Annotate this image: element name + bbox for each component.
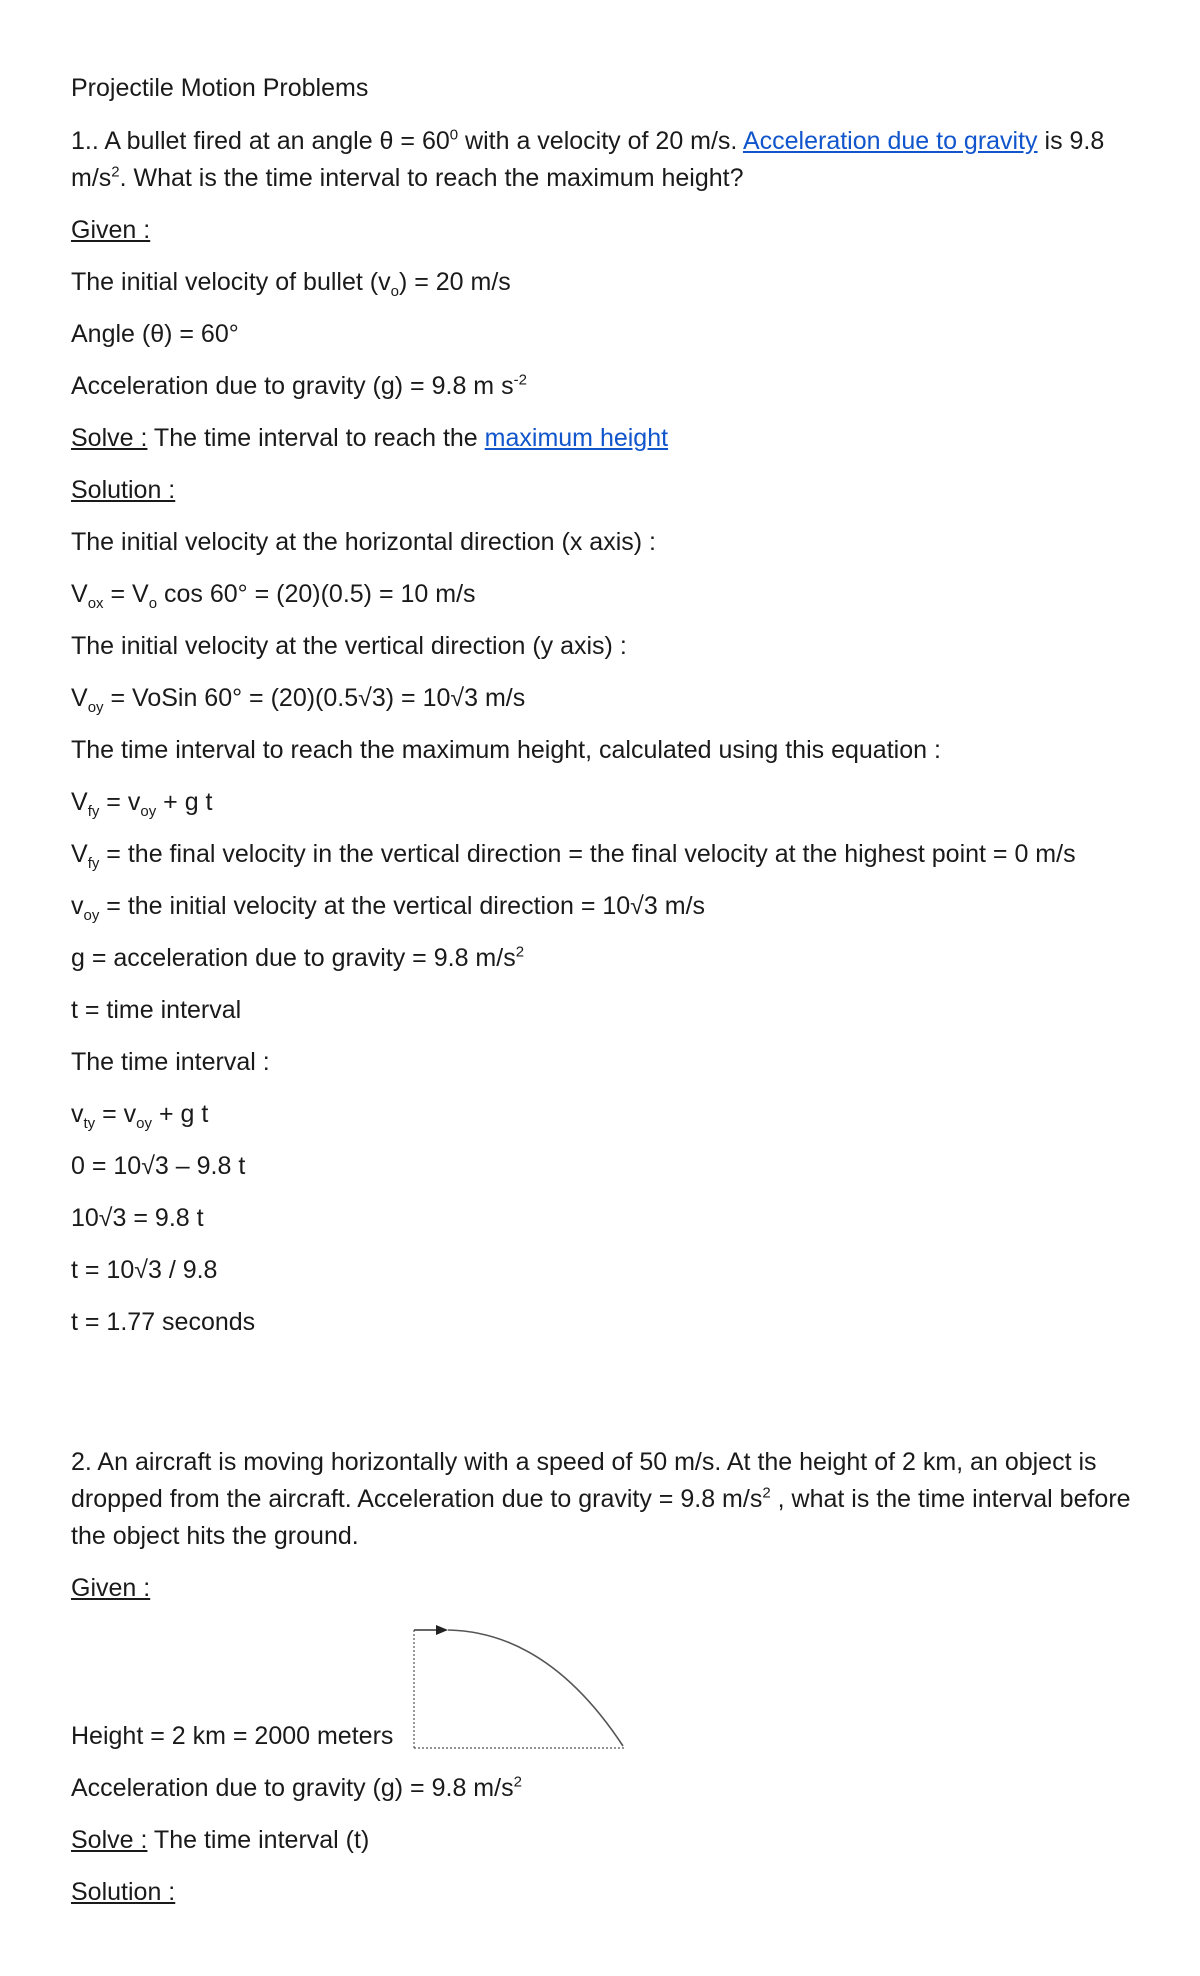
time-interval-intro: The time interval to reach the maximum height, calculated using this equation : [71, 736, 941, 764]
initial-velocity-definition: $v_{oy}$ = the initial velocity at the vertical direction = 10√3 m/s [71, 892, 706, 924]
given-gravity-2: Acceleration due to gravity (g) = 9.8 $m/s^2$ [71, 1773, 522, 1802]
given-heading: Given : [71, 216, 151, 244]
given-gravity: Acceleration due to gravity (g) = 9.8 m $s^{-2}$ [71, 371, 527, 400]
time-interval-heading: The time interval : [71, 1048, 270, 1076]
kinematic-equation: $V_{fy} = v_{oy} + g$ t [71, 788, 213, 820]
horizontal-velocity-intro: The initial velocity at the horizontal direction (x axis) : [71, 528, 656, 556]
equation-step-4: t = 10√3 / 9.8 [71, 1256, 218, 1284]
equation-step-2: 0 = 10√3 – 9.8 t [71, 1152, 246, 1180]
trajectory-diagram [408, 1624, 628, 1754]
solution-heading-2: Solution : [71, 1878, 176, 1906]
solution-heading: Solution : [71, 476, 176, 504]
gravity-definition: g = acceleration due to gravity = 9.8 $m/s^2$ [71, 943, 525, 972]
problem-2-question: 2. An aircraft is moving horizontally with a speed of 50 m/s. At the height of 2 km, an object is dropped from the aircraft. Acceleration due to gravity = 9.8 $m/s^2$ , what is the time interval before the object hits the ground. [71, 1448, 1131, 1550]
arrow-icon [436, 1625, 448, 1635]
given-initial-velocity: The initial velocity of bullet $(v_o) = 20$ m/s [71, 268, 511, 300]
given-angle: Angle (θ) = 60° [71, 320, 239, 348]
time-definition: t = time interval [71, 996, 242, 1024]
vertical-velocity-intro: The initial velocity at the vertical direction (y axis) : [71, 632, 627, 660]
solve-statement: Solve : The time interval to reach the maximum height [71, 424, 669, 452]
equation-step-1: $v_{ty} = v_{oy} + g$ t [71, 1100, 209, 1132]
maximum-height-link[interactable]: maximum height [484, 424, 669, 452]
given-heading-2: Given : [71, 1574, 151, 1602]
final-velocity-definition: $V_{fy}$ = the final velocity in the vertical direction = the final velocity at the highest point = 0 m/s [71, 840, 1076, 872]
problem-1-question: 1.. A bullet fired at an angle $\theta = 60^0$ with a velocity of 20 m/s. Acceleration due to gravity is 9.8 $m/s^2$. What is the time interval to reach the maximum height? [71, 126, 1105, 192]
horizontal-velocity-equation: $V_{ox} = V_o$ cos 60° = (20)(0.5) = 10 m/s [71, 580, 476, 612]
solve-statement-2: Solve : The time interval (t) [71, 1826, 370, 1854]
gravity-link[interactable]: Acceleration due to gravity [742, 127, 1038, 155]
vertical-velocity-equation: $V_{oy}$ = VoSin 60° = (20)(0.5√3) = 10√3 m/s [71, 684, 526, 716]
final-answer: t = 1.77 seconds [71, 1308, 256, 1336]
document-title: Projectile Motion Problems [71, 74, 369, 102]
given-height: Height = 2 km = 2000 meters [71, 1722, 394, 1750]
trajectory-curve [448, 1630, 623, 1746]
equation-step-3: 10√3 = 9.8 t [71, 1204, 204, 1232]
